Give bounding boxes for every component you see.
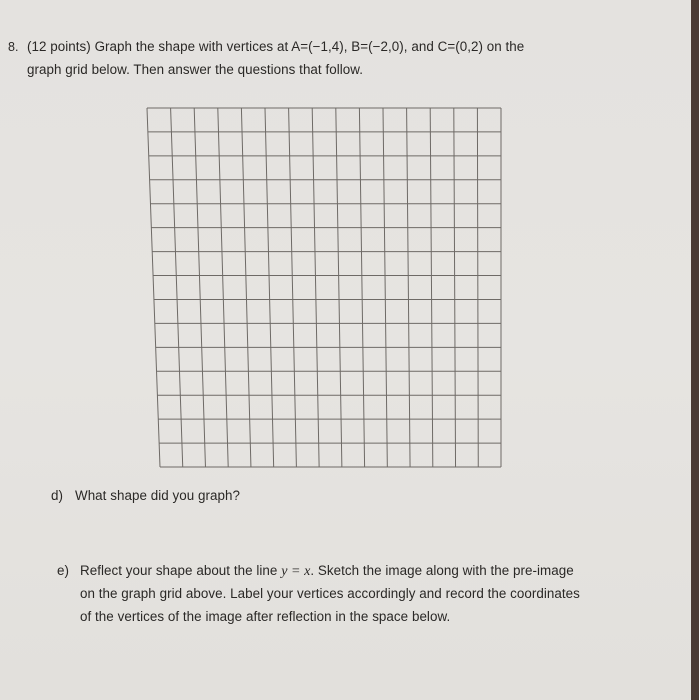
part-e-line-1 bbox=[80, 563, 574, 580]
line-equation: y = x bbox=[281, 564, 311, 579]
part-e-line-2: on the graph grid above. Label your vertices accordingly and record the coordinates bbox=[80, 586, 580, 601]
question-text-line-1: (12 points) Graph the shape with vertices at A=(−1,4), B=(−2,0), and C=(0,2) on the bbox=[27, 39, 525, 54]
grid-vertical-line bbox=[477, 108, 478, 467]
page-edge-shadow bbox=[691, 0, 699, 700]
grid-vertical-line bbox=[454, 108, 456, 467]
grid-vertical-line bbox=[147, 108, 160, 467]
part-d-question: What shape did you graph? bbox=[75, 488, 241, 503]
question-text-line-2: graph grid below. Then answer the questions that follow. bbox=[27, 62, 364, 77]
grid-vertical-line bbox=[407, 108, 410, 467]
grid-vertical-line bbox=[383, 108, 387, 467]
grid-vertical-line bbox=[265, 108, 274, 467]
grid-vertical-line bbox=[430, 108, 433, 467]
grid-vertical-line bbox=[312, 108, 319, 467]
grid-vertical-line bbox=[218, 108, 228, 467]
grid-vertical-line bbox=[359, 108, 364, 467]
part-e-label: e) bbox=[57, 563, 70, 578]
graph-grid[interactable] bbox=[140, 100, 520, 480]
question-number: 8. bbox=[8, 40, 19, 54]
part-e-text-before: Reflect your shape about the line bbox=[80, 563, 282, 578]
grid-vertical-line bbox=[171, 108, 183, 467]
grid-vertical-line bbox=[194, 108, 205, 467]
part-e-text-after: . Sketch the image along with the pre-image bbox=[310, 563, 574, 578]
part-e-line-3: of the vertices of the image after reflection in the space below. bbox=[80, 609, 451, 624]
grid-vertical-line bbox=[289, 108, 297, 467]
grid-vertical-line bbox=[336, 108, 342, 467]
grid-vertical-line bbox=[241, 108, 251, 467]
part-d-label: d) bbox=[51, 488, 64, 503]
